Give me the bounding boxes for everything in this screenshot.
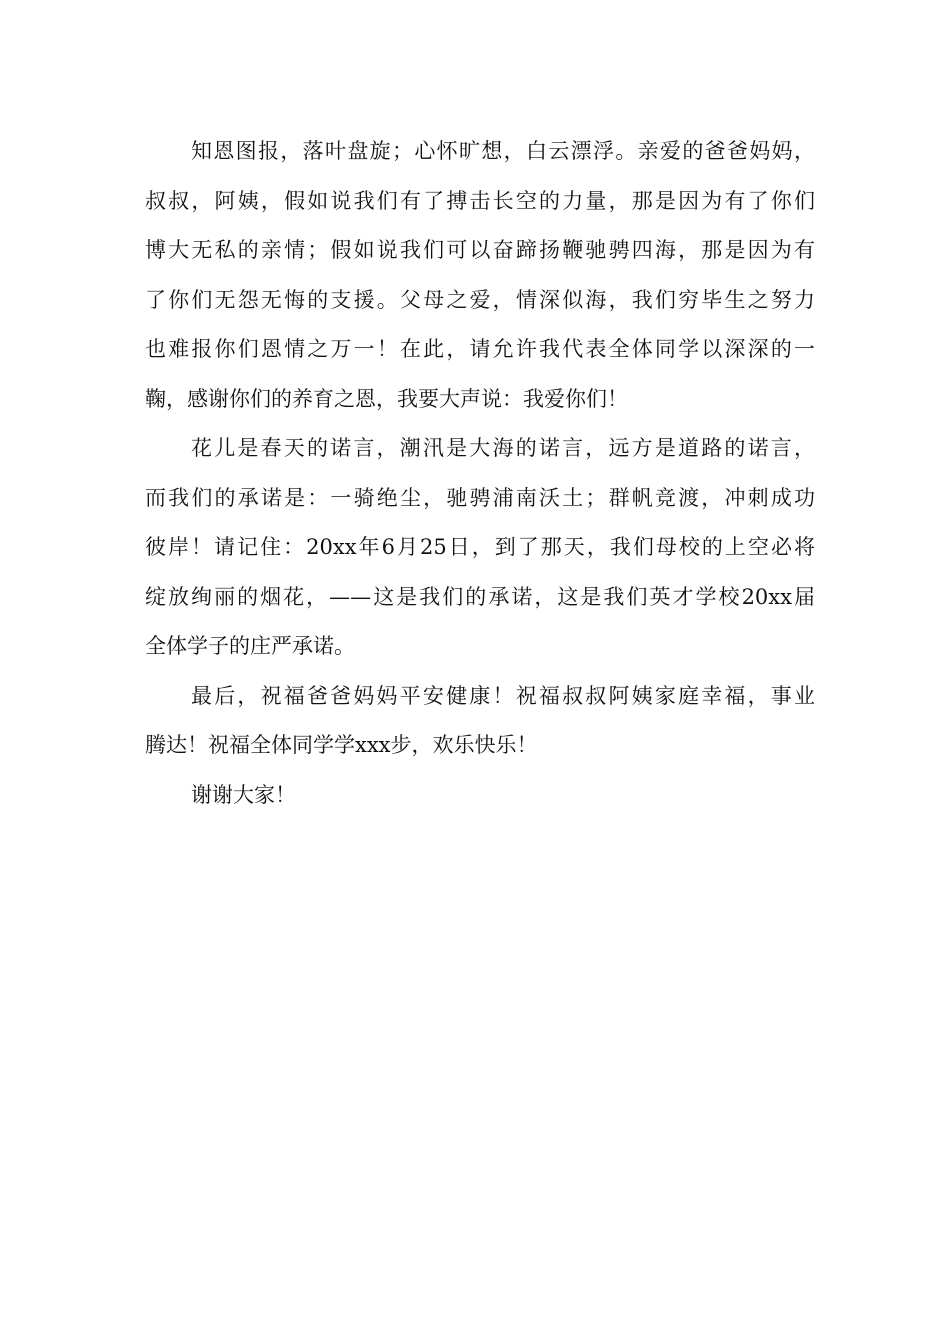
text-line: 腾达！祝福全体同学学xxx步，欢乐快乐！ — [145, 733, 538, 757]
text-line: 博大无私的亲情；假如说我们可以奋蹄扬鞭驰骋四海，那是因为有 — [145, 238, 815, 262]
text-line: 全体学子的庄严承诺。 — [145, 634, 355, 658]
text-line: 也难报你们恩情之万一！在此，请允许我代表全体同学以深深的一 — [145, 337, 815, 361]
text-line: 知恩图报，落叶盘旋；心怀旷想，白云漂浮。亲爱的爸爸妈妈， — [191, 139, 815, 163]
paragraph-closing — [145, 771, 815, 821]
text-line: 最后，祝福爸爸妈妈平安健康！祝福叔叔阿姨家庭幸福，事业 — [191, 683, 815, 708]
text-line: 鞠，感谢你们的养育之恩，我要大声说：我爱你们！ — [145, 386, 628, 411]
text-line: 花儿是春天的诺言，潮汛是大海的诺言，远方是道路的诺言， — [191, 436, 815, 460]
speech-body — [145, 127, 815, 820]
paragraph-gratitude — [145, 127, 815, 424]
paragraph-promise — [145, 424, 815, 672]
closing-line: 谢谢大家！ — [191, 782, 296, 807]
text-line: 而我们的承诺是：一骑绝尘，驰骋浦南沃土；群帆竞渡，冲刺成功 — [145, 485, 815, 510]
text-line: 了你们无怨无悔的支援。父母之爱，情深似海，我们穷毕生之努力 — [145, 287, 815, 312]
text-line: 绽放绚丽的烟花，——这是我们的承诺，这是我们英才学校20xx届 — [145, 584, 815, 609]
paragraph-blessing — [145, 672, 815, 771]
text-line: 彼岸！请记住：20xx年6月25日，到了那天，我们母校的上空必将 — [145, 535, 815, 559]
text-line: 叔叔，阿姨，假如说我们有了搏击长空的力量，那是因为有了你们 — [145, 188, 815, 213]
